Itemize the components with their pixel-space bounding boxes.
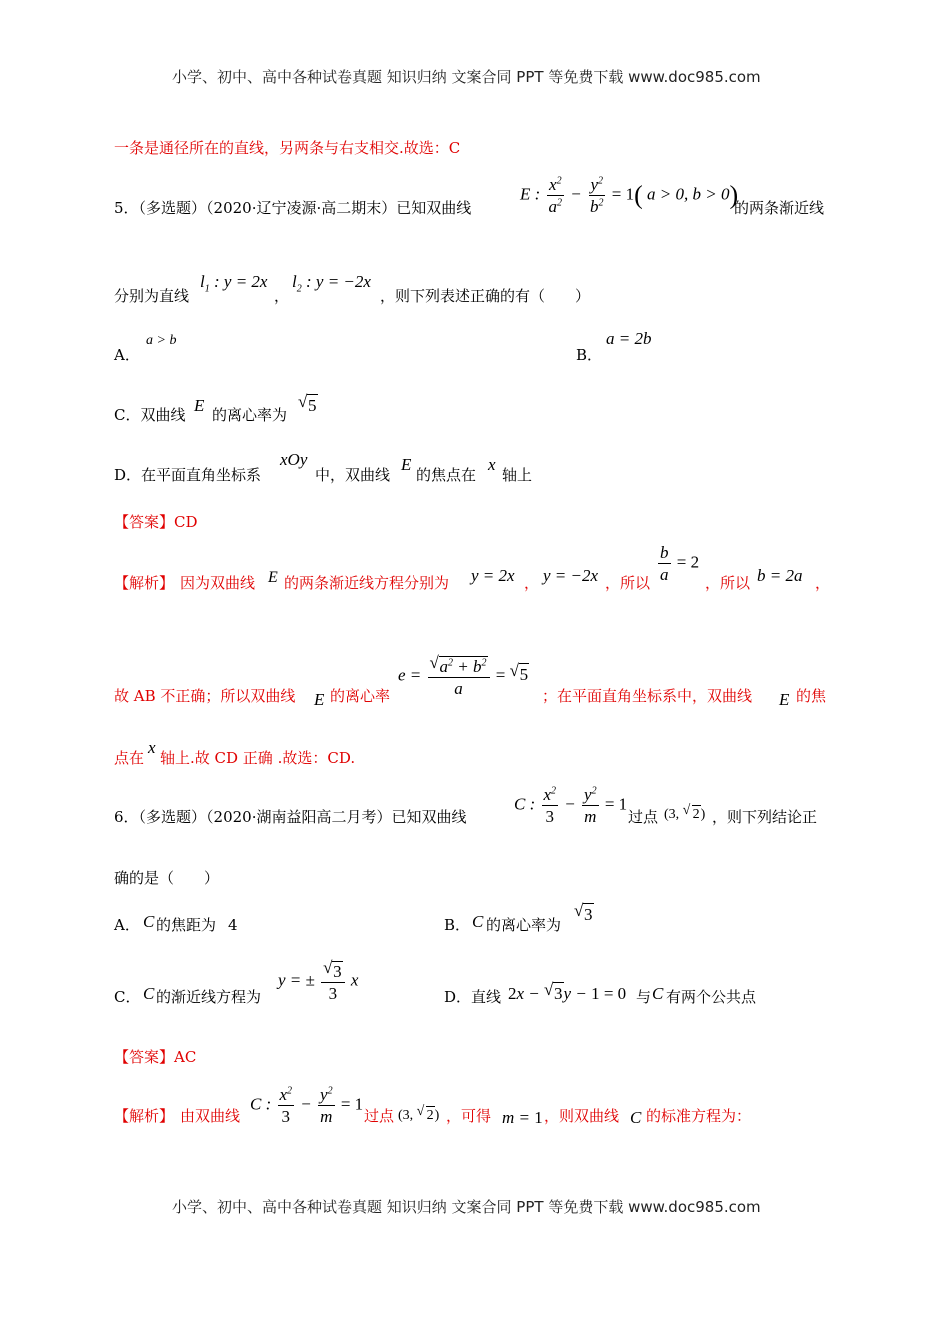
- q5-stem-prefix: 5．（多选题）（2020·辽宁凌源·高二期末）已知双曲线: [114, 199, 472, 217]
- q5-analysis-1d: ，所以: [605, 574, 651, 592]
- q6-answer: 【答案】AC: [114, 1048, 197, 1066]
- q5-line2-sep: ，: [274, 287, 290, 305]
- q5-option-d-E: E: [401, 455, 412, 474]
- q5-analysis-3a: 点在: [114, 749, 145, 767]
- q5-option-c-E: E: [194, 396, 205, 415]
- q6-analysis-a: 由双曲线: [180, 1107, 241, 1125]
- q5-line-l2: $l_2$ : y = −2x: [292, 272, 371, 295]
- q6-analysis-b: 过点: [364, 1107, 395, 1125]
- q6-stem-mid: 过点: [628, 808, 659, 826]
- q5-analysis-eccentricity-formula: e = √ $a^2 + b^2$ a = √ 5: [398, 653, 529, 698]
- q6-option-c-label: C．: [114, 988, 141, 1006]
- q5-analysis-E2: E: [314, 690, 325, 709]
- q6-option-d-end: 有两个公共点: [666, 988, 757, 1006]
- q6-analysis-equation: C : $\frac{x^2}{3}$ − $\frac{y^2}{m}$ = 1: [250, 1085, 364, 1126]
- q6-option-b-sqrt3: √ 3: [574, 901, 593, 924]
- q5-option-c-mid: 的离心率为: [212, 406, 288, 424]
- q6-analysis-c: ，可得: [446, 1107, 492, 1125]
- q5-line2-suffix: ，则下列表述正确的有（ ）: [380, 287, 591, 305]
- q6-stem-prefix: 6．（多选题）（2020·湖南益阳高二月考）已知双曲线: [114, 808, 467, 826]
- q5-option-d-label: D．在平面直角坐标系: [114, 466, 262, 484]
- q5-option-d-mid2: 的焦点在: [416, 466, 477, 484]
- q6-option-c-C: C: [143, 984, 155, 1003]
- q6-analysis-e: 的标准方程为：: [646, 1107, 752, 1125]
- previous-conclusion: 一条是通径所在的直线，另两条与右支相交.故选：C: [114, 139, 461, 157]
- q6-option-c-asymptote: y = ± √ 3 3 x: [278, 958, 359, 1003]
- q6-analysis-C: C: [630, 1108, 642, 1127]
- q6-option-b-text: 的离心率为: [486, 916, 562, 934]
- q5-hyperbola-equation: E : $\frac{x^2}{a^2}$ − $\frac{y^2}{b^2}$ = 1( a > 0, b > 0): [520, 175, 739, 216]
- q5-analysis-tag: 【解析】: [114, 574, 175, 592]
- q5-analysis-x: x: [148, 738, 156, 757]
- page-footer: 小学、初中、高中各种试卷真题 知识归纳 文案合同 PPT 等免费下载 www.doc985.com: [172, 1198, 761, 1216]
- q5-option-c-sqrt5: √ 5: [298, 392, 317, 415]
- q5-analysis-E: E: [268, 569, 278, 586]
- q5-option-a-label: A．: [114, 346, 140, 364]
- q5-analysis-1e: ，所以: [705, 574, 751, 592]
- q6-hyperbola-equation: C : $\frac{x^2}{3}$ − $\frac{y^2}{m}$ = 1: [514, 785, 628, 826]
- q5-analysis-3b: 轴上.故 CD 正确 .故选：CD.: [160, 749, 356, 767]
- q6-option-d-C: C: [652, 984, 664, 1003]
- q5-analysis-2b: 的离心率: [330, 687, 391, 705]
- q6-option-d-line: 2x − √ 3y − 1 = 0: [508, 980, 627, 1003]
- q6-option-a-label: A．: [114, 916, 140, 934]
- q6-option-a-text: 的焦距为: [156, 916, 217, 934]
- q5-option-d-x: x: [488, 455, 496, 474]
- q5-analysis-yneg2x: y = −2x: [543, 566, 599, 585]
- q6-option-a-C: C: [143, 912, 155, 931]
- q5-option-d-xOy: xOy: [280, 450, 308, 469]
- q5-line-l1: $l_1$ : y = 2x: [200, 272, 268, 295]
- q5-stem-suffix: 的两条渐近线: [734, 199, 825, 217]
- q6-point: (3, √ 2): [664, 803, 706, 822]
- q5-analysis-2c: ；在平面直角坐标系中，双曲线: [542, 687, 753, 705]
- q5-analysis-E3: E: [779, 690, 790, 709]
- q5-option-d-end: 轴上: [502, 466, 533, 484]
- q6-line2: 确的是（ ）: [114, 869, 220, 887]
- q6-analysis-m1: m = 1: [502, 1108, 543, 1127]
- q5-analysis-1b: 的两条渐近线方程分别为: [284, 574, 450, 592]
- q6-option-d-text: 与: [636, 988, 652, 1006]
- q5-analysis-1c: ，: [524, 574, 540, 592]
- q5-answer: 【答案】CD: [114, 513, 198, 531]
- q5-analysis-ratio: $\frac{b}{a}$ = 2: [660, 543, 700, 584]
- q6-option-b-C: C: [472, 912, 484, 931]
- q6-analysis-d: ，则双曲线: [544, 1107, 620, 1125]
- q5-option-c-label: C．双曲线: [114, 406, 186, 424]
- q5-analysis-y2x: y = 2x: [471, 566, 515, 585]
- q5-analysis-b2a: b = 2a: [757, 566, 803, 585]
- q5-analysis-2a: 故 AB 不正确；所以双曲线: [114, 687, 296, 705]
- q5-analysis-1f: ，: [815, 574, 831, 592]
- q6-option-c-text: 的渐近线方程为: [156, 988, 262, 1006]
- q5-option-b-math: a = 2b: [606, 329, 652, 348]
- q6-option-b-label: B．: [444, 916, 471, 934]
- page-header: 小学、初中、高中各种试卷真题 知识归纳 文案合同 PPT 等免费下载 www.doc985.com: [172, 68, 761, 86]
- q5-option-a-math: a > b: [146, 333, 177, 348]
- q6-stem-suffix: ，则下列结论正: [712, 808, 818, 826]
- q5-analysis-2d: 的焦: [796, 687, 827, 705]
- q5-option-d-mid: 中，双曲线: [315, 466, 391, 484]
- q5-option-b-label: B．: [576, 346, 603, 364]
- q6-analysis-point: (3, √ 2): [398, 1104, 440, 1123]
- q6-option-d-label: D．直线: [444, 988, 502, 1006]
- q6-analysis-tag: 【解析】: [114, 1107, 175, 1125]
- q6-option-a-value: 4: [228, 916, 238, 934]
- q5-analysis-1a: 因为双曲线: [180, 574, 256, 592]
- q5-line2-prefix: 分别为直线: [114, 287, 190, 305]
